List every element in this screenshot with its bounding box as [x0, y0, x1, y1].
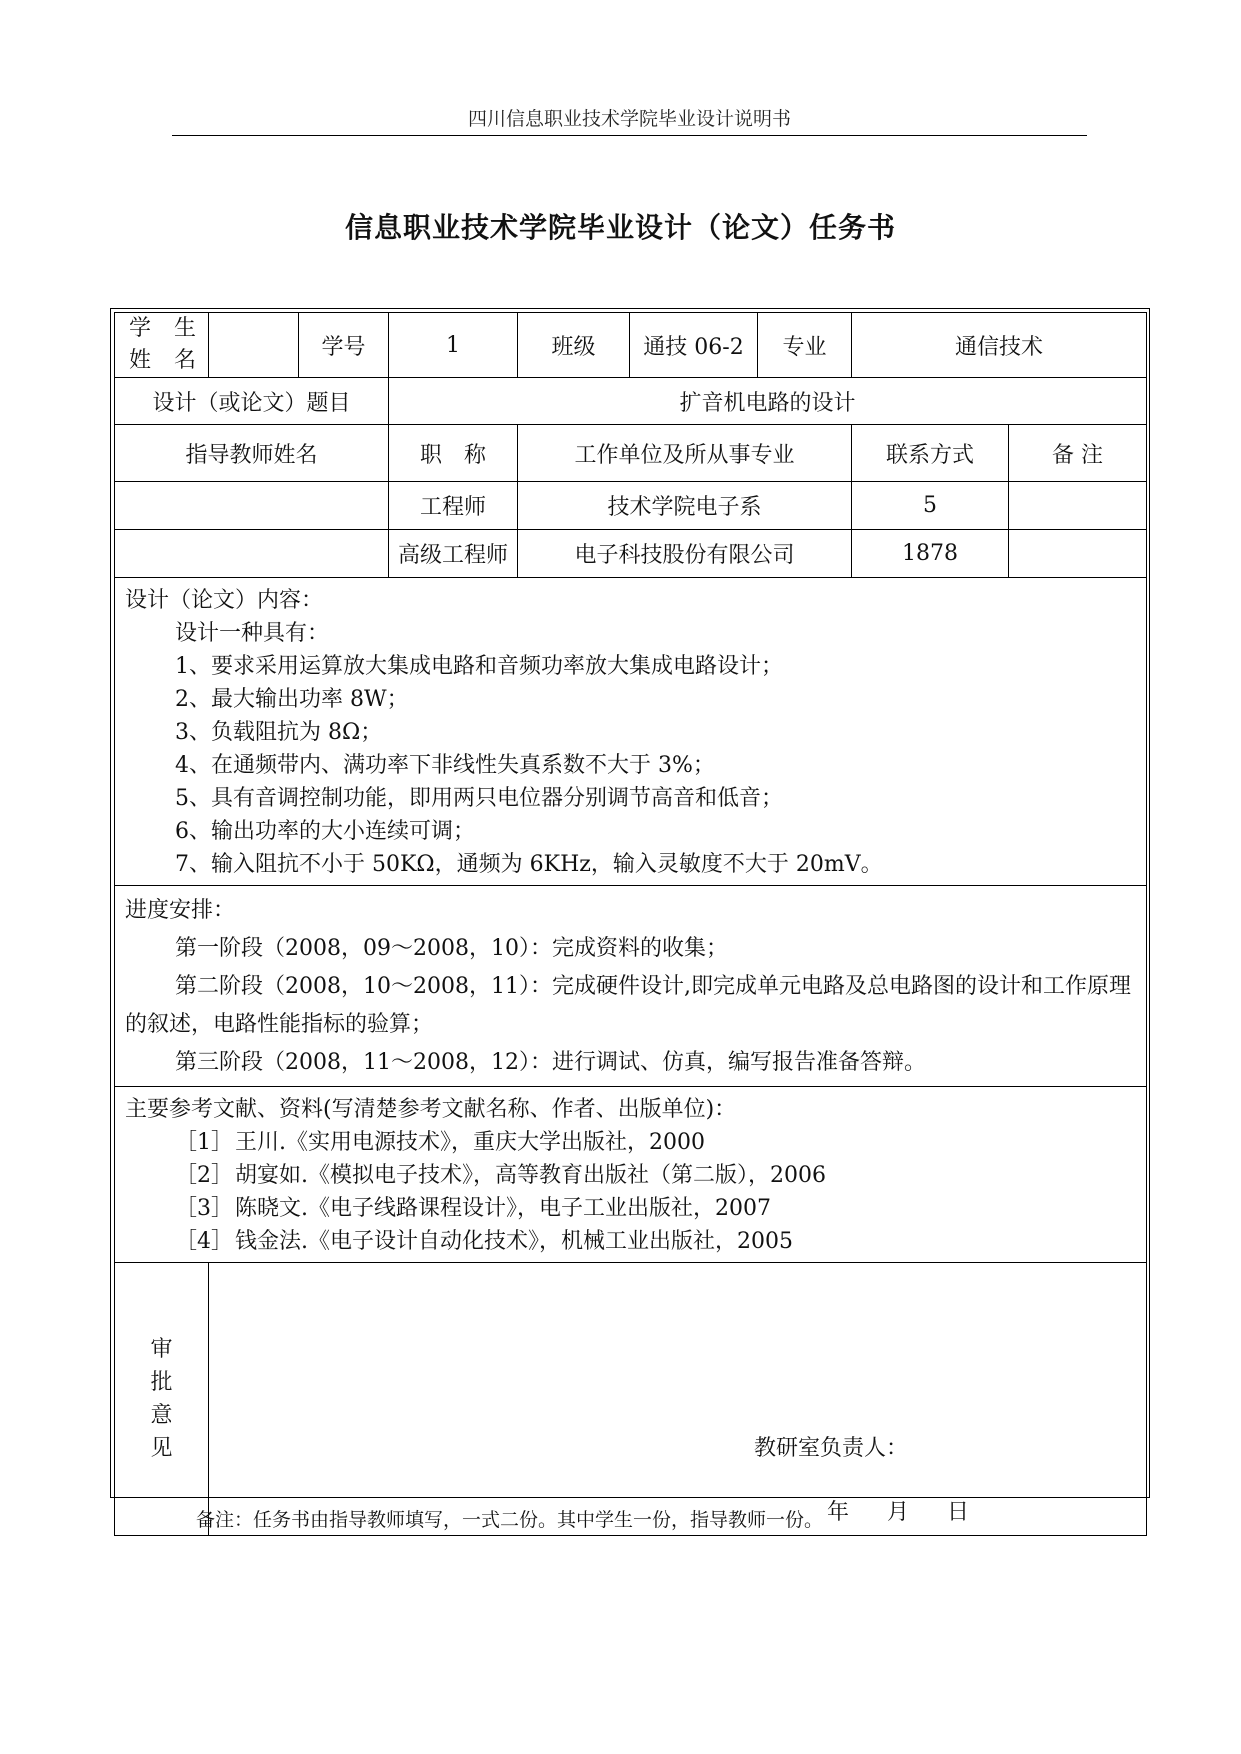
- topic-row: [115, 378, 1147, 425]
- advisor-title[interactable]: 高级工程师: [389, 530, 518, 578]
- advisor-title-header: 职 称: [389, 425, 518, 482]
- content-item: 4、在通频带内、满功率下非线性失真系数不大于 3%；: [175, 753, 715, 778]
- reference-item: ［4］钱金法.《电子设计自动化技术》，机械工业出版社，2005: [175, 1229, 793, 1254]
- class-value[interactable]: 通技 06-2: [630, 313, 758, 378]
- content-heading: 设计（论文）内容：: [125, 588, 324, 613]
- approval-opinion-area[interactable]: [209, 1263, 1147, 1536]
- references-row: [115, 1087, 1147, 1263]
- content-item: 6、输出功率的大小连续可调；: [175, 819, 475, 844]
- progress-row: [115, 886, 1147, 1087]
- content-item: 2、最大输出功率 8W；: [175, 687, 409, 712]
- student-name-value[interactable]: [209, 313, 299, 378]
- content-item: 3、负载阻抗为 8Ω；: [175, 720, 383, 745]
- advisor-contact[interactable]: 5: [852, 482, 1009, 530]
- advisor-name[interactable]: [115, 482, 389, 530]
- content-item: 7、输入阻抗不小于 50KΩ，通频为 6KHz，输入灵敏度不大于 20mV。: [175, 852, 883, 877]
- progress-heading: 进度安排：: [125, 898, 236, 923]
- approval-row: [115, 1263, 1147, 1536]
- topic-label: 设计（或论文）题目: [115, 378, 389, 425]
- advisor-row: [115, 530, 1147, 578]
- progress-stage: 第二阶段（2008，10～2008，11）：完成硬件设计,即完成单元电路及总电路图的设计和工作原理的叙述，电路性能指标的验算；: [125, 974, 1131, 1037]
- advisor-unit-header: 工作单位及所从事专业: [518, 425, 852, 482]
- approval-date: 年 月 日: [827, 1500, 970, 1525]
- progress-stage: 第一阶段（2008，09～2008，10）：完成资料的收集；: [175, 936, 728, 961]
- advisor-remark[interactable]: [1009, 530, 1147, 578]
- approval-label: 审 批 意 见: [115, 1263, 209, 1536]
- task-form-table: [114, 312, 1147, 1536]
- advisor-row: [115, 482, 1147, 530]
- student-name-label: 学生 姓名: [115, 313, 209, 378]
- content-item: 5、具有音调控制功能，即用两只电位器分别调节高音和低音；: [175, 786, 783, 811]
- content-item: 1、要求采用运算放大集成电路和音频功率放大集成电路设计；: [175, 654, 783, 679]
- reference-item: ［1］王川.《实用电源技术》，重庆大学出版社，2000: [175, 1130, 705, 1155]
- student-id-label: 学号: [299, 313, 389, 378]
- advisor-remark[interactable]: [1009, 482, 1147, 530]
- topic-value[interactable]: 扩音机电路的设计: [389, 378, 1147, 425]
- reference-item: ［2］胡宴如.《模拟电子技术》，高等教育出版社（第二版），2006: [175, 1163, 826, 1188]
- class-label: 班级: [518, 313, 630, 378]
- references-heading: 主要参考文献、资料(写清楚参考文献名称、作者、出版单位)：: [125, 1097, 737, 1122]
- document-title: 信息职业技术学院毕业设计（论文）任务书: [344, 211, 896, 244]
- student-id-value[interactable]: 1: [389, 313, 518, 378]
- signer-label: 教研室负责人：: [754, 1436, 909, 1461]
- advisor-header-row: [115, 425, 1147, 482]
- progress-stage: 第三阶段（2008，11～2008，12）：进行调试、仿真，编写报告准备答辩。: [175, 1050, 926, 1075]
- major-value[interactable]: 通信技术: [852, 313, 1147, 378]
- major-label: 专业: [758, 313, 852, 378]
- advisor-name[interactable]: [115, 530, 389, 578]
- advisor-title[interactable]: 工程师: [389, 482, 518, 530]
- advisor-name-header: 指导教师姓名: [115, 425, 389, 482]
- student-row: [115, 313, 1147, 378]
- progress-block[interactable]: [115, 886, 1147, 1087]
- header-rule: [172, 135, 1087, 136]
- advisor-contact[interactable]: 1878: [852, 530, 1009, 578]
- advisor-contact-header: 联系方式: [852, 425, 1009, 482]
- advisor-unit[interactable]: 电子科技股份有限公司: [518, 530, 852, 578]
- running-header: 四川信息职业技术学院毕业设计说明书: [467, 108, 791, 130]
- footnote: 备注：任务书由指导教师填写，一式二份。其中学生一份，指导教师一份。: [196, 1509, 824, 1531]
- advisor-unit[interactable]: 技术学院电子系: [518, 482, 852, 530]
- reference-item: ［3］陈晓文.《电子线路课程设计》，电子工业出版社，2007: [175, 1196, 771, 1221]
- advisor-remark-header: 备 注: [1009, 425, 1147, 482]
- content-row: [115, 578, 1147, 886]
- design-content-block[interactable]: [115, 578, 1147, 886]
- content-intro: 设计一种具有：: [175, 621, 330, 646]
- references-block[interactable]: [115, 1087, 1147, 1263]
